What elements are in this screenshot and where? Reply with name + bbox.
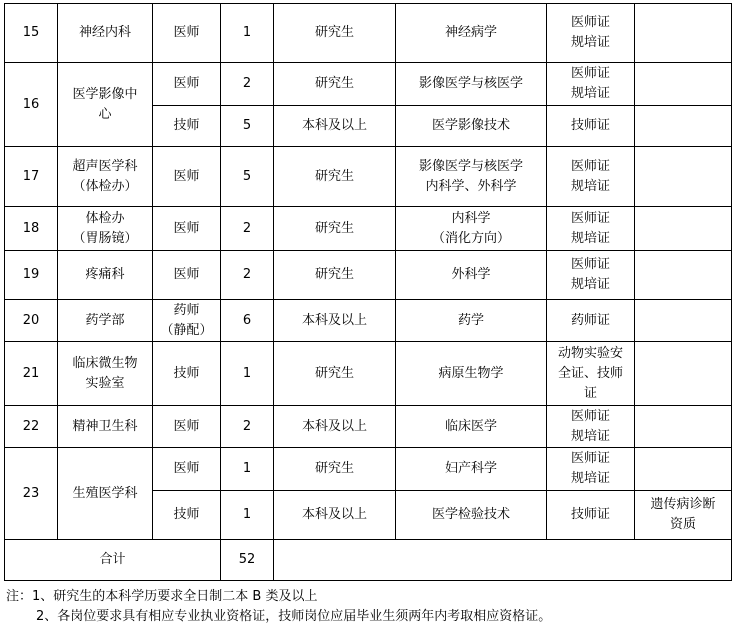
- headcount: 1: [221, 342, 274, 406]
- table-row: [5, 251, 732, 300]
- table-row: [5, 63, 732, 106]
- remark: [635, 251, 732, 300]
- certificate: 药师证: [547, 300, 635, 342]
- headcount: 6: [221, 300, 274, 342]
- remark: [635, 448, 732, 491]
- department: 体检办 （胃肠镜）: [58, 207, 153, 251]
- headcount: 2: [221, 207, 274, 251]
- education: 本科及以上: [274, 406, 396, 448]
- row-number: 23: [5, 448, 58, 540]
- headcount: 5: [221, 106, 274, 147]
- education: 研究生: [274, 4, 396, 63]
- total-blank: [274, 540, 732, 581]
- remark: [635, 4, 732, 63]
- education: 研究生: [274, 448, 396, 491]
- position: 医师: [153, 63, 221, 106]
- certificate: 技师证: [547, 106, 635, 147]
- major: 神经病学: [396, 4, 547, 63]
- footnote-1: 注：1、研究生的本科学历要求全日制二本 B 类及以上: [6, 589, 318, 604]
- education: 研究生: [274, 63, 396, 106]
- education: 本科及以上: [274, 106, 396, 147]
- education: 研究生: [274, 342, 396, 406]
- major: 外科学: [396, 251, 547, 300]
- position: 医师: [153, 207, 221, 251]
- certificate: 医师证 规培证: [547, 147, 635, 207]
- certificate: 医师证 规培证: [547, 406, 635, 448]
- table-row: [5, 4, 732, 63]
- position: 技师: [153, 106, 221, 147]
- headcount: 2: [221, 406, 274, 448]
- total-row: [5, 540, 732, 581]
- certificate: 医师证 规培证: [547, 251, 635, 300]
- row-number: 22: [5, 406, 58, 448]
- department: 超声医学科 （体检办）: [58, 147, 153, 207]
- row-number: 20: [5, 300, 58, 342]
- department: 医学影像中 心: [58, 63, 153, 147]
- major: 医学检验技术: [396, 491, 547, 540]
- certificate: 动物实验安 全证、技师 证: [547, 342, 635, 406]
- row-number: 19: [5, 251, 58, 300]
- row-number: 16: [5, 63, 58, 147]
- headcount: 2: [221, 251, 274, 300]
- headcount: 1: [221, 4, 274, 63]
- education: 研究生: [274, 207, 396, 251]
- education: 研究生: [274, 251, 396, 300]
- position: 医师: [153, 406, 221, 448]
- certificate: 医师证 规培证: [547, 4, 635, 63]
- row-number: 17: [5, 147, 58, 207]
- footnote-2: 2、各岗位要求具有相应专业执业资格证，技师岗位应届毕业生须两年内考取相应资格证。: [36, 609, 552, 624]
- total-count: 52: [221, 540, 274, 581]
- remark: [635, 342, 732, 406]
- education: 研究生: [274, 147, 396, 207]
- headcount: 2: [221, 63, 274, 106]
- department: 神经内科: [58, 4, 153, 63]
- table-row: [5, 406, 732, 448]
- department: 精神卫生科: [58, 406, 153, 448]
- total-label: 合计: [5, 540, 221, 581]
- position: 医师: [153, 147, 221, 207]
- row-number: 21: [5, 342, 58, 406]
- certificate: 医师证 规培证: [547, 63, 635, 106]
- department: 药学部: [58, 300, 153, 342]
- remark: [635, 207, 732, 251]
- major: 影像医学与核医学: [396, 63, 547, 106]
- table-row: [5, 300, 732, 342]
- major: 妇产科学: [396, 448, 547, 491]
- row-number: 18: [5, 207, 58, 251]
- major: 病原生物学: [396, 342, 547, 406]
- remark: 遗传病诊断 资质: [635, 491, 732, 540]
- education: 本科及以上: [274, 491, 396, 540]
- position: 技师: [153, 491, 221, 540]
- remark: [635, 63, 732, 106]
- major: 临床医学: [396, 406, 547, 448]
- recruitment-table: [4, 3, 732, 581]
- position: 药师 （静配）: [153, 300, 221, 342]
- major: 医学影像技术: [396, 106, 547, 147]
- certificate: 技师证: [547, 491, 635, 540]
- remark: [635, 406, 732, 448]
- major: 药学: [396, 300, 547, 342]
- department: 疼痛科: [58, 251, 153, 300]
- table-row: [5, 147, 732, 207]
- position: 医师: [153, 4, 221, 63]
- table-row: [5, 448, 732, 491]
- certificate: 医师证 规培证: [547, 207, 635, 251]
- table-row: [5, 342, 732, 406]
- major: 影像医学与核医学 内科学、外科学: [396, 147, 547, 207]
- remark: [635, 300, 732, 342]
- position: 技师: [153, 342, 221, 406]
- education: 本科及以上: [274, 300, 396, 342]
- department: 生殖医学科: [58, 448, 153, 540]
- row-number: 15: [5, 4, 58, 63]
- headcount: 1: [221, 448, 274, 491]
- remark: [635, 147, 732, 207]
- headcount: 1: [221, 491, 274, 540]
- headcount: 5: [221, 147, 274, 207]
- position: 医师: [153, 251, 221, 300]
- department: 临床微生物 实验室: [58, 342, 153, 406]
- remark: [635, 106, 732, 147]
- certificate: 医师证 规培证: [547, 448, 635, 491]
- table-row: [5, 207, 732, 251]
- position: 医师: [153, 448, 221, 491]
- major: 内科学 （消化方向）: [396, 207, 547, 251]
